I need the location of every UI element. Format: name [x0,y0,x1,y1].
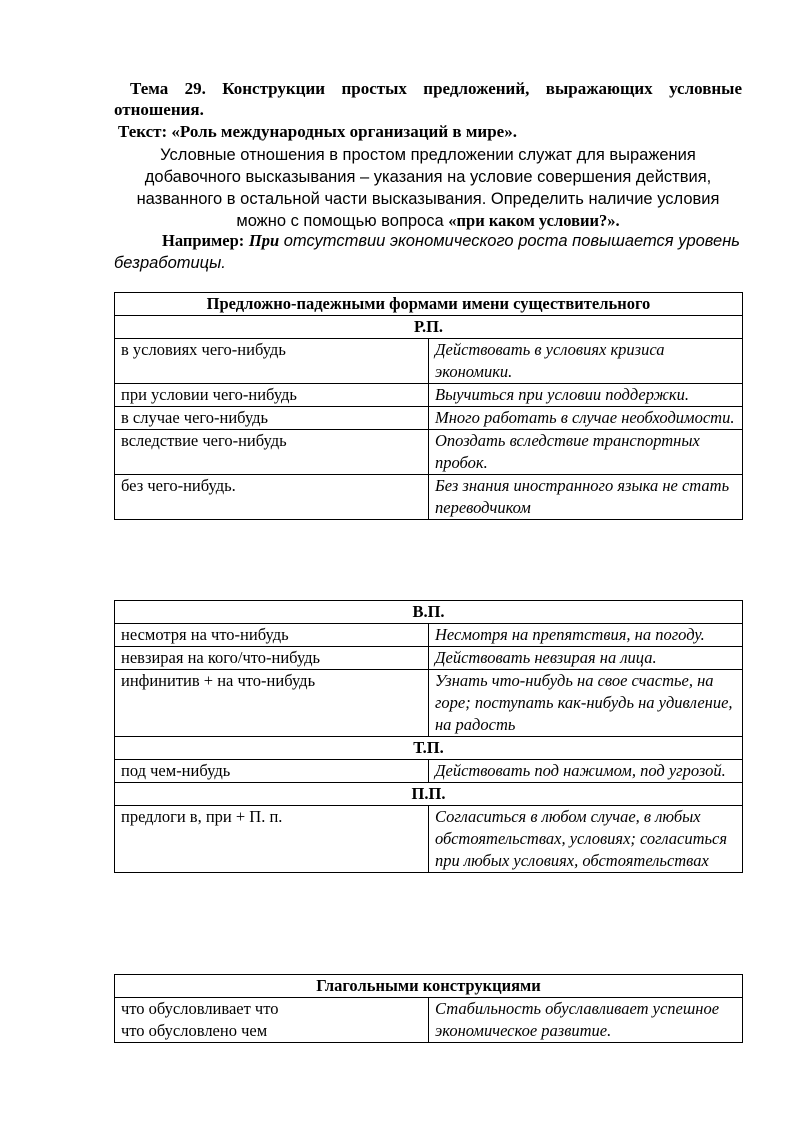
table-title: Глагольными конструкциями [115,975,743,998]
intro-paragraph [114,144,742,232]
form-cell: несмотря на что-нибудь [115,624,429,647]
example-cell: Опоздать вследствие транспортных пробок. [429,430,743,475]
example-cell: Действовать в условиях кризиса экономики. [429,339,743,384]
form-cell: невзирая на кого/что-нибудь [115,647,429,670]
table-row [115,475,743,520]
example-paragraph [114,230,742,274]
form-line: что обусловлено чем [121,1021,268,1040]
example-cell: Без знания иностранного языка не стать переводчиком [429,475,743,520]
example-cell: Выучиться при условии поддержки. [429,384,743,407]
form-cell: инфинитив + на что-нибудь [115,670,429,737]
table-row [115,624,743,647]
table-row [115,384,743,407]
case-header-pp: П.П. [115,783,743,806]
form-cell: без чего-нибудь. [115,475,429,520]
case-header-vp: В.П. [115,601,743,624]
table-row [115,760,743,783]
intro-question: «при каком условии?». [448,211,620,230]
table-row [115,339,743,384]
example-cell: Действовать невзирая на лица. [429,647,743,670]
intro-text: Условные отношения в простом предложении служат для выражения добавочного высказывания – указания на условие совершения действия, названного в остальной части высказывания. Определить наличие условия можно с помощью вопроса [136,146,720,230]
topic-title-line2: отношения. [114,100,204,119]
table-case-forms-vp-tp-pp [114,600,743,873]
table-row [115,647,743,670]
table-row [115,407,743,430]
example-pri: При [248,231,280,250]
form-cell [115,998,429,1043]
example-cell: Стабильность обуславливает успешное экономическое развитие. [429,998,743,1043]
form-line: что обусловливает что [121,999,279,1018]
example-label: Например: [162,231,245,250]
form-cell: вследствие чего-нибудь [115,430,429,475]
form-cell: в случае чего-нибудь [115,407,429,430]
table-prepositional-case-forms [114,292,743,520]
example-cell: Много работать в случае необходимости. [429,407,743,430]
text-title: Текст: «Роль международных организаций в мире». [118,122,517,141]
form-cell: под чем-нибудь [115,760,429,783]
example-text: отсутствии экономического роста повышается уровень безработицы. [114,232,740,272]
table-row [115,998,743,1043]
topic-title [114,78,742,120]
example-cell: Действовать под нажимом, под угрозой. [429,760,743,783]
case-header-rp: Р.П. [115,316,743,339]
example-cell: Узнать что-нибудь на свое счастье, на горе; поступать как-нибудь на удивление, на радость [429,670,743,737]
form-cell: предлоги в, при + П. п. [115,806,429,873]
form-cell: в условиях чего-нибудь [115,339,429,384]
table-row [115,670,743,737]
table-row [115,806,743,873]
case-header-tp: Т.П. [115,737,743,760]
topic-title-line1: Тема 29. Конструкции простых предложений, выражающих условные [130,79,742,98]
table-title: Предложно-падежными формами имени существительного [115,293,743,316]
table-row [115,430,743,475]
example-cell: Согласиться в любом случае, в любых обстоятельствах, условиях; согласиться при любых условиях, обстоятельствах [429,806,743,873]
table-verbal-constructions [114,974,743,1043]
example-cell: Несмотря на препятствия, на погоду. [429,624,743,647]
form-cell: при условии чего-нибудь [115,384,429,407]
